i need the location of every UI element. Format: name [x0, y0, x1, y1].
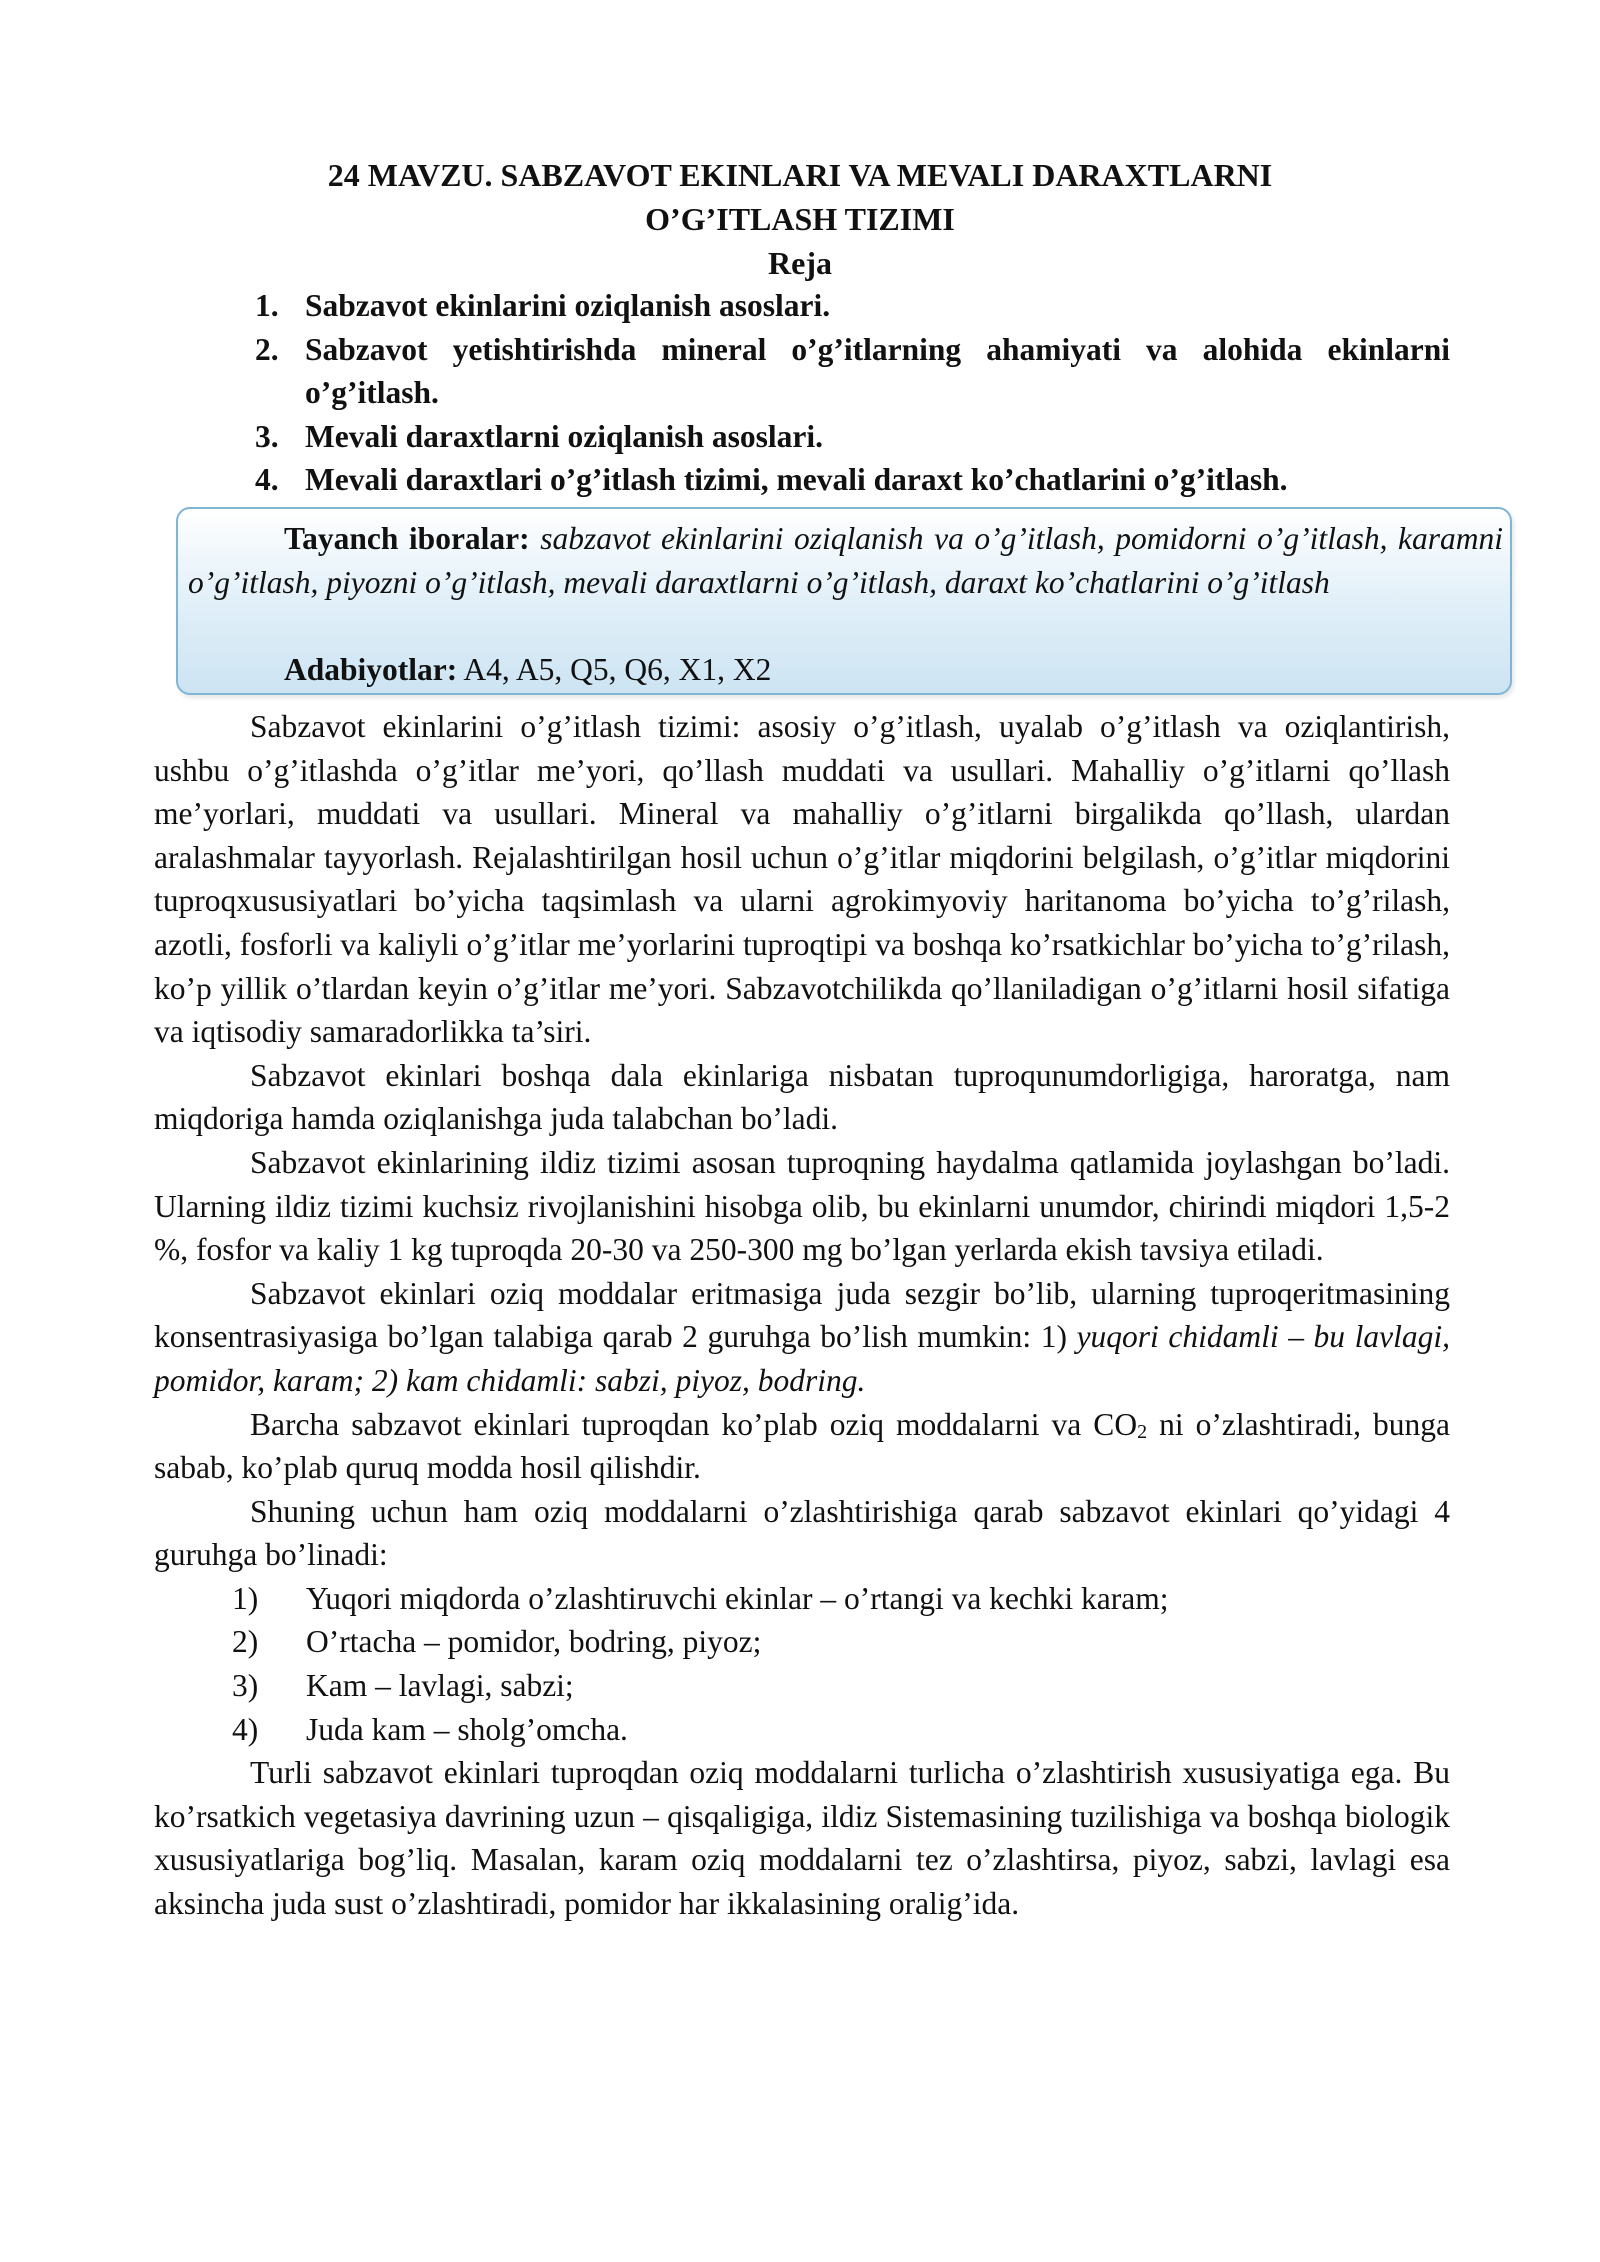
list-item: [154, 1708, 1450, 1752]
list-item-text: Yuqori miqdorda o’zlashtiruvchi ekinlar – o’rtangi va kechki karam;: [306, 1580, 1169, 1616]
plan-item: [255, 328, 1450, 415]
plan-item-number: 3.: [255, 418, 279, 454]
keywords-list: sabzavot ekinlarini oziqlanish va o’g’itlash, pomidorni o’g’itlash, karamni o’g’itlash, piyozni o’g’itlash, mevali daraxtlarni o’g’itlash, daraxt ko’chatlarini o’g’itlash: [188, 521, 1504, 600]
plan-heading: Reja: [768, 245, 832, 281]
list-item-text: Juda kam – sholg’omcha.: [306, 1711, 628, 1747]
paragraph: Sabzavot ekinlarini o’g’itlash tizimi: asosiy o’g’itlash, uyalab o’g’itlash va oziqlantirish, ushbu o’g’itlashda o’g’itlar me’yori, qo’llash muddati va usullari. Mahalliy o’g’itlarni qo’llash me’yorlari, muddati va usullari. Mineral va mahalliy o’g’itlarni birgalikda qo’llash, ulardan aralashmalar tayyorlash. Rejalashtirilgan hosil uchun o’g’itlar miqdorini belgilash, o’g’itlar miqdorini tuproqxususiyatlari bo’yicha taqsimlash va ularni agrokimyoviy haritanoma bo’yicha to’g’rilash, azotli, fosforli va kaliyli o’g’itlar me’yorlarini tuproqtipi va boshqa ko’rsatkichlar bo’yicha to’g’rilash, ko’p yillik o’tlardan keyin o’g’itlar me’yori. Sabzavotchilikda qo’llaniladigan o’g’itlarni hosil sifatiga va iqtisodiy samaradorlikka ta’siri.: [154, 709, 1450, 1050]
paragraph: [154, 1272, 1450, 1403]
list-item-number: 1): [232, 1580, 259, 1616]
plan-item-number: 2.: [255, 331, 279, 367]
list-item: [154, 1577, 1450, 1621]
subscript: 2: [1137, 1420, 1148, 1443]
paragraph-italic-text: yuqori chidamli – bu lavlagi, pomidor, karam; 2) kam chidamli: sabzi, piyoz, bodring.: [154, 1319, 1450, 1398]
plan-item-number: 4.: [255, 462, 279, 498]
list-item-text: Kam – lavlagi, sabzi;: [306, 1668, 574, 1704]
paragraph-text: ni o’zlashtiradi, bunga sabab, ko’plab quruq modda hosil qilishdir.: [154, 1406, 1451, 1486]
paragraph: Turli sabzavot ekinlari tuproqdan oziq moddalarni turlicha o’zlashtirish xususiyatiga ega. Bu ko’rsatkich vegetasiya davrining uzun – qisqaligiga, ildiz Sistemasining tuzilishiga va boshqa biologik xususiyatlariga bog’liq. Masalan, karam oziq moddalarni tez o’zlashtirsa, piyoz, sabzi, lavlagi esa aksincha juda sust o’zlashtiradi, pomidor har ikkalasining oralig’ida.: [154, 1755, 1450, 1922]
paragraph: Sabzavot ekinlari boshqa dala ekinlariga nisbatan tuproqunumdorligiga, haroratga, nam miqdoriga hamda oziqlanishga juda talabchan bo’ladi.: [154, 1057, 1450, 1137]
list-item: [154, 1664, 1450, 1708]
paragraph: Sabzavot ekinlarining ildiz tizimi asosan tuproqning haydalma qatlamida joylashgan bo’ladi. Ularning ildiz tizimi kuchsiz rivojlanishini hisobga olib, bu ekinlarni unumdor, chirindi miqdori 1,5-2 %, fosfor va kaliy 1 kg tuproqda 20-30 va 250-300 mg bo’lgan yerlarda ekish tavsiya etiladi.: [154, 1144, 1450, 1268]
plan-item-number: 1.: [255, 288, 279, 323]
page-title: [150, 153, 1450, 285]
plan-item: [255, 415, 1450, 459]
paragraph-text: Sabzavot ekinlari oziq moddalar eritmasiga juda sezgir bo’lib, ularning tuproqeritmasining konsentrasiyasiga bo’lgan talabiga qarab 2 guruhga bo’lish mumkin: 1): [154, 1275, 1450, 1355]
plan-item: [255, 458, 1450, 502]
plan-item: [255, 284, 1450, 328]
title-line-1: 24 MAVZU. SABZAVOT EKINLARI VA MEVALI DARAXTLARNI: [327, 157, 1273, 193]
literature-label: Adabiyotlar:: [284, 652, 458, 687]
title-line-2: O’G’ITLASH TIZIMI: [645, 201, 955, 237]
paragraph: Shuning uchun ham oziq moddalarni o’zlashtirishiga qarab sabzavot ekinlari qo’yidagi 4 guruhga bo’linadi:: [154, 1493, 1450, 1573]
paragraph-text: Barcha sabzavot ekinlari tuproqdan ko’plab oziq moddalarni va CO: [250, 1406, 1138, 1442]
list-item-number: 4): [232, 1711, 259, 1747]
list-item-number: 3): [232, 1668, 259, 1704]
literature-line: [284, 648, 771, 692]
list-item-text: O’rtacha – pomidor, bodring, piyoz;: [306, 1624, 762, 1660]
plan-list: [255, 284, 1450, 502]
plan-item-text: Sabzavot yetishtirishda mineral o’g’itlarning ahamiyati va alohida ekinlarni o’g’itlash.: [305, 331, 1450, 411]
plan-item-text: Mevali daraxtlari o’g’itlash tizimi, mevali daraxt ko’chatlarini o’g’itlash.: [305, 462, 1288, 498]
plan-item-text: Sabzavot ekinlarini oziqlanish asoslari.: [305, 288, 831, 323]
keywords-text: [188, 517, 1503, 604]
literature-list: A4, A5, Q5, Q6, X1, X2: [457, 652, 772, 687]
groups-list: [154, 1577, 1450, 1751]
list-item-number: 2): [232, 1624, 259, 1660]
list-item: [154, 1620, 1450, 1664]
plan-item-text: Mevali daraxtlarni oziqlanish asoslari.: [305, 418, 824, 454]
main-text: [154, 705, 1450, 1926]
paragraph: [154, 1403, 1450, 1490]
keywords-label: Tayanch iboralar:: [284, 521, 530, 556]
